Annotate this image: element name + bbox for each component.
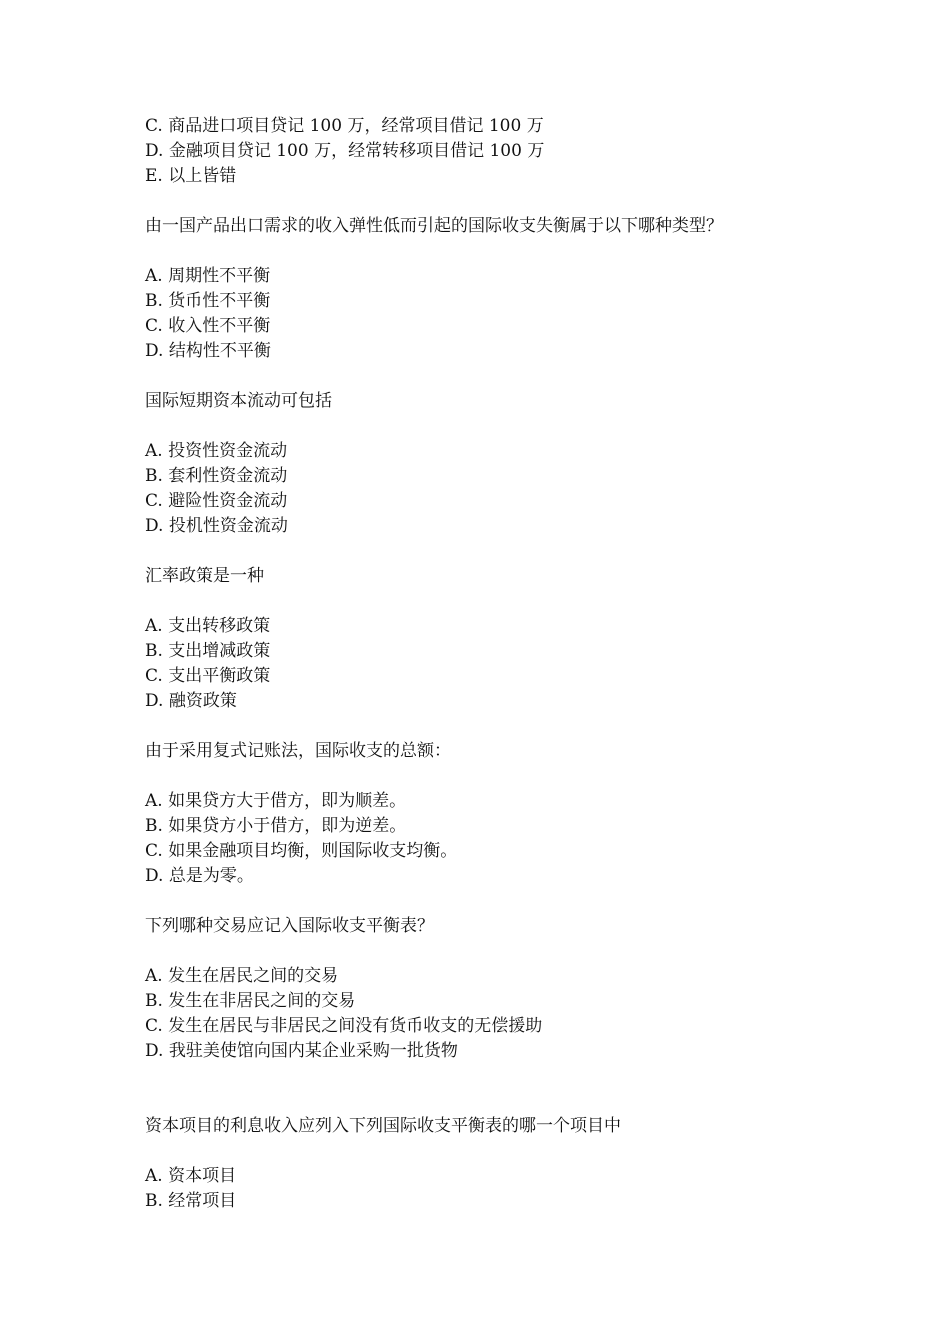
question-text: 汇率政策是一种 bbox=[145, 566, 264, 586]
option-d: D. 融资政策 bbox=[145, 691, 237, 711]
option-b: B. 发生在非居民之间的交易 bbox=[145, 991, 356, 1011]
option-d: D. 我驻美使馆向国内某企业采购一批货物 bbox=[145, 1041, 458, 1061]
option-b: B. 经常项目 bbox=[145, 1191, 237, 1211]
option-a: A. 周期性不平衡 bbox=[145, 266, 271, 286]
question-text: 下列哪种交易应记入国际收支平衡表？ bbox=[145, 916, 434, 936]
question-text: 由于采用复式记账法，国际收支的总额： bbox=[145, 741, 451, 761]
option-c: C. 收入性不平衡 bbox=[145, 316, 271, 336]
option-b: B. 套利性资金流动 bbox=[145, 466, 288, 486]
question-text: 资本项目的利息收入应列入下列国际收支平衡表的哪一个项目中 bbox=[145, 1116, 621, 1136]
question-block bbox=[145, 389, 905, 539]
question-block bbox=[145, 914, 905, 1064]
question-text: 由一国产品出口需求的收入弹性低而引起的国际收支失衡属于以下哪种类型？ bbox=[145, 216, 723, 236]
option-b: B. 货币性不平衡 bbox=[145, 291, 271, 311]
lead-options bbox=[145, 114, 905, 189]
option-c: C. 支出平衡政策 bbox=[145, 666, 271, 686]
question-text: 国际短期资本流动可包括 bbox=[145, 391, 332, 411]
document-page bbox=[145, 114, 905, 1214]
option-a: A. 投资性资金流动 bbox=[145, 441, 288, 461]
question-block bbox=[145, 214, 905, 364]
option-a: A. 支出转移政策 bbox=[145, 616, 271, 636]
option-c: C. 发生在居民与非居民之间没有货币收支的无偿援助 bbox=[145, 1016, 543, 1036]
option-c: C. 如果金融项目均衡，则国际收支均衡。 bbox=[145, 841, 458, 861]
option-b: B. 如果贷方小于借方，即为逆差。 bbox=[145, 816, 407, 836]
option-c: C. 商品进口项目贷记 100 万，经常项目借记 100 万 bbox=[145, 116, 544, 136]
question-block bbox=[145, 739, 905, 889]
option-c: C. 避险性资金流动 bbox=[145, 491, 288, 511]
option-d: D. 投机性资金流动 bbox=[145, 516, 288, 536]
option-d: D. 总是为零。 bbox=[145, 866, 254, 886]
option-b: B. 支出增减政策 bbox=[145, 641, 271, 661]
question-block bbox=[145, 564, 905, 714]
option-d: D. 结构性不平衡 bbox=[145, 341, 271, 361]
option-a: A. 资本项目 bbox=[145, 1166, 237, 1186]
option-d: D. 金融项目贷记 100 万，经常转移项目借记 100 万 bbox=[145, 141, 545, 161]
option-a: A. 发生在居民之间的交易 bbox=[145, 966, 339, 986]
question-block bbox=[145, 1114, 905, 1214]
option-e: E. 以上皆错 bbox=[145, 166, 237, 186]
option-a: A. 如果贷方大于借方，即为顺差。 bbox=[145, 791, 407, 811]
